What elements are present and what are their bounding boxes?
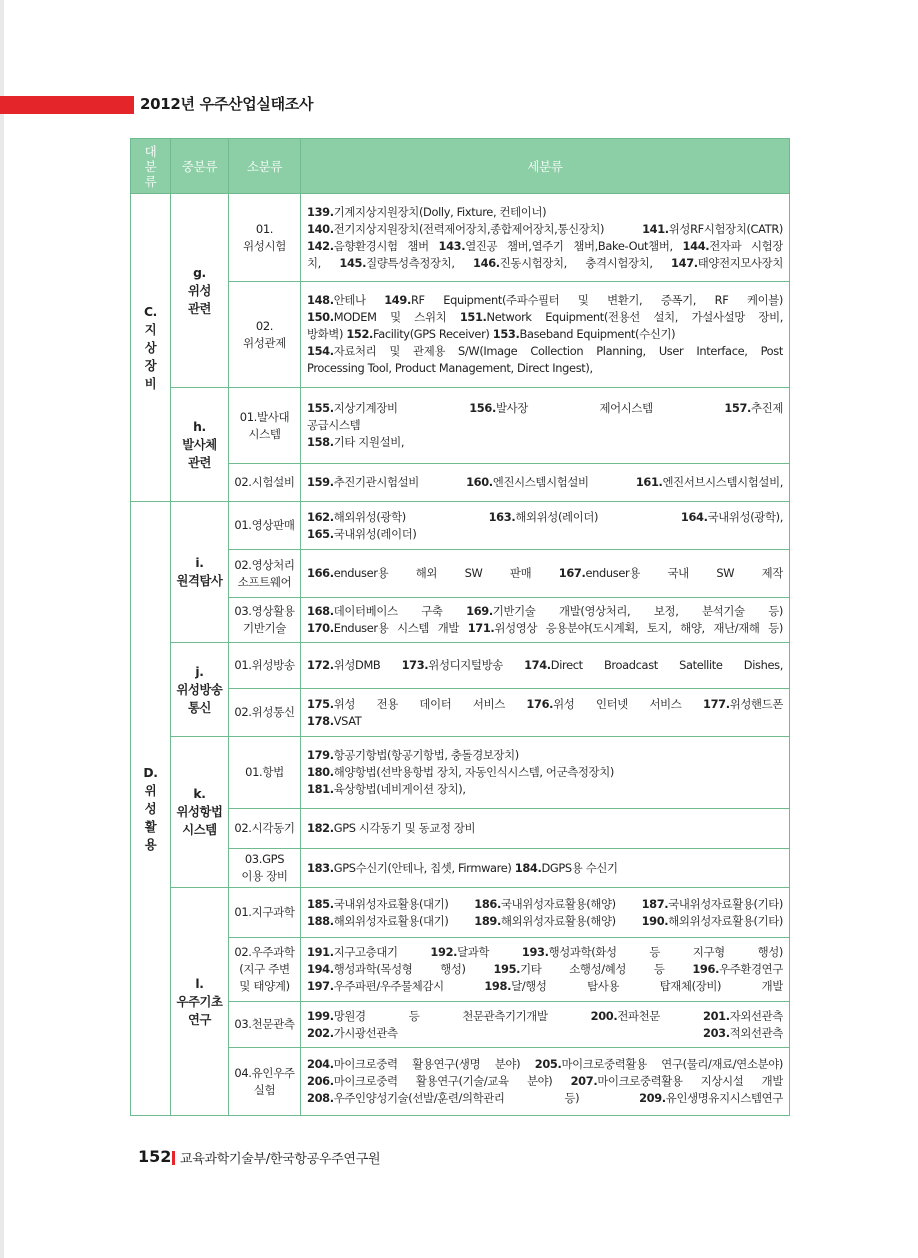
item-number: 203.	[703, 1025, 730, 1040]
item-text: enduser용 해외 SW 판매	[333, 566, 532, 580]
detail-line	[307, 221, 783, 238]
detail-line	[307, 1090, 783, 1107]
detail-line	[307, 896, 783, 913]
item-number: 172.	[307, 658, 334, 672]
table-row	[131, 849, 790, 888]
classification-table	[130, 138, 790, 1116]
middle-category-k: k. 위성항법 시스템	[171, 737, 229, 888]
item-text: DGPS용 수신기	[541, 860, 618, 875]
item-text: 마이크로중력활용 지상시설 개발	[597, 1074, 783, 1088]
item-number: 183.	[307, 860, 334, 875]
item-text: 적외선관측	[729, 1025, 783, 1040]
detail-line	[307, 747, 783, 764]
minor-category: 03.천문관측	[229, 1002, 301, 1048]
detail-line	[307, 565, 783, 582]
item-number: 156.	[469, 401, 496, 415]
detail-line	[307, 360, 783, 377]
page-header-title: 2012년 우주산업실태조사	[140, 95, 314, 113]
detail-line	[307, 343, 783, 360]
item-number: 204.	[307, 1057, 334, 1071]
page-number: 152	[138, 1147, 172, 1166]
table-row	[131, 1002, 790, 1048]
item-number: 181.	[307, 782, 334, 796]
detail-line	[307, 1008, 783, 1025]
item-text: 마이크로중력 활용연구(기술/교육 분야)	[333, 1074, 571, 1088]
table-row	[131, 598, 790, 643]
item-number: 151.	[459, 310, 487, 324]
item-text: 가시광선관측	[333, 1025, 398, 1040]
minor-category: 02.시험설비	[229, 464, 301, 502]
item-text: 자외선관측	[729, 1008, 783, 1023]
table-row	[131, 282, 790, 388]
item-text: 국내위성자료활용(해양)	[501, 896, 642, 911]
item-text: 해외위성자료활용(해양)	[501, 913, 642, 928]
detail-cell	[301, 194, 790, 282]
item-text: 달과학	[457, 945, 490, 959]
item-number: 152.	[346, 327, 374, 341]
item-number: 148.	[307, 293, 334, 307]
item-number: 161.	[635, 475, 663, 489]
item-text: MODEM 및 스위치	[333, 310, 460, 324]
detail-line	[307, 474, 783, 491]
item-text: enduser용 국내 SW 제작	[585, 566, 783, 580]
detail-cell	[301, 598, 790, 643]
detail-cell	[301, 282, 790, 388]
item-number: 209.	[639, 1091, 666, 1105]
item-number: 201.	[703, 1008, 730, 1023]
detail-line	[307, 696, 783, 713]
item-number: 153.	[492, 327, 520, 341]
item-text: 엔진서브시스템시험설비,	[662, 475, 783, 489]
item-text: 질량특성측정장치,	[366, 255, 474, 270]
item-number: 197.	[307, 979, 334, 993]
detail-line	[307, 1073, 783, 1090]
footer-publisher: 교육과학기술부/한국항공우주연구원	[180, 1152, 381, 1167]
detail-line	[307, 417, 783, 434]
table-row	[131, 388, 790, 464]
item-number: 208.	[307, 1091, 334, 1105]
item-number: 180.	[307, 765, 334, 779]
item-number: 187.	[641, 896, 669, 911]
item-text: 국내위성(레이더)	[333, 526, 417, 541]
item-text: 열진공 챔버,열주기 챔버,Bake-Out챔버,	[465, 238, 683, 253]
detail-cell	[301, 888, 790, 938]
item-number: 146.	[473, 255, 500, 270]
item-number: 143.	[438, 238, 466, 253]
item-text: 추진제	[751, 401, 783, 415]
header-minor: 소분류	[229, 139, 301, 194]
table-row	[131, 737, 790, 809]
detail-line	[307, 961, 783, 978]
item-text: 위성디지털방송	[428, 658, 503, 672]
item-number: 160.	[466, 475, 493, 489]
item-number: 199.	[307, 1008, 334, 1023]
item-text: 전기지상지원장치(전력제어장치,종합제어장치,통신장치)	[333, 221, 643, 236]
item-text: 해외위성자료활용(대기)	[333, 913, 475, 928]
item-text: 발사장 제어시스템	[495, 401, 653, 415]
item-text: 국내위성(광학),	[707, 509, 783, 524]
item-text: VSAT	[333, 713, 362, 728]
item-text: 추진기관시험설비	[333, 475, 467, 489]
item-text: 국내위성자료활용(대기)	[333, 896, 475, 911]
minor-category: 01.지구과학	[229, 888, 301, 938]
item-number: 157.	[724, 401, 752, 415]
minor-category: 03.영상활용 기반기술	[229, 598, 301, 643]
item-text: RF Equipment(주파수필터 및 변환기, 증폭기, RF 케이블)	[410, 293, 783, 307]
detail-cell	[301, 464, 790, 502]
item-number: 173.	[401, 658, 429, 672]
minor-category: 01.발사대 시스템	[229, 388, 301, 464]
item-text: 위성영상 응용분야(도시계획, 토지, 해양, 재난/재해 등)	[494, 621, 783, 635]
detail-line	[307, 603, 783, 620]
item-number: 184.	[514, 860, 542, 875]
item-number: 188.	[307, 913, 334, 928]
major-category-d: D. 위 성 활 용	[131, 502, 171, 1116]
item-text: 위성RF시험장치(CATR)	[668, 221, 783, 236]
detail-line	[307, 255, 783, 272]
detail-cell	[301, 643, 790, 689]
item-number: 168.	[307, 604, 334, 618]
item-number: 162.	[307, 509, 334, 524]
item-text: 유인생명유지시스템연구	[665, 1091, 783, 1105]
table-row	[131, 1048, 790, 1116]
item-number: 170.	[307, 621, 334, 635]
item-number: 178.	[307, 713, 334, 728]
detail-line	[307, 764, 783, 781]
item-number: 167.	[558, 566, 586, 580]
detail-line	[307, 204, 783, 221]
item-number: 206.	[307, 1074, 334, 1088]
item-text: 마이크로중력 활용연구(생명 분야)	[333, 1057, 535, 1071]
item-text: 마이크로중력활용 연구(물리/재료/연소분야)	[561, 1057, 783, 1071]
header-major: 대 분 류	[131, 139, 171, 194]
item-number: 141.	[642, 221, 669, 236]
item-text: 위성DMB	[333, 658, 381, 672]
major-category-c: C. 지 상 장 비	[131, 194, 171, 502]
item-number: 165.	[307, 526, 334, 541]
item-text: 기반기술 개발(영상처리, 보정, 분석기술 등)	[492, 604, 783, 618]
footer-separator	[172, 1151, 175, 1165]
page-edge-rule	[0, 0, 4, 1258]
item-number: 175.	[307, 696, 334, 711]
detail-line	[307, 978, 783, 995]
item-number: 140.	[307, 221, 334, 236]
table-row	[131, 194, 790, 282]
item-text: Network Equipment(전용선 설치, 가설사설망 장비,	[486, 310, 783, 324]
item-number: 150.	[307, 310, 334, 324]
item-text: 치,	[307, 255, 340, 270]
item-number: 195.	[493, 962, 521, 976]
item-text: 위성핸드폰	[729, 696, 783, 711]
item-number: 200.	[590, 1008, 618, 1023]
item-number: 196.	[692, 962, 720, 976]
item-text: 위성 인터넷 서비스	[553, 696, 703, 711]
item-text: 데이터베이스 구축	[333, 604, 443, 618]
header-middle: 중분류	[171, 139, 229, 194]
detail-line	[307, 913, 783, 930]
item-text: Enduser용 시스템 개발	[333, 621, 468, 635]
item-text: 해양항법(선박용항법 장치, 자동인식시스템, 어군측정장치)	[333, 765, 614, 779]
middle-category-i: i. 원격탐사	[171, 502, 229, 643]
detail-cell	[301, 388, 790, 464]
item-text: Direct Broadcast Satellite Dishes,	[550, 658, 783, 672]
detail-cell	[301, 1048, 790, 1116]
item-text: 전자파 시험장	[709, 238, 783, 253]
item-text: 안테나	[333, 293, 385, 307]
item-number: 194.	[307, 962, 334, 976]
item-number: 198.	[484, 979, 512, 993]
detail-line	[307, 292, 783, 309]
item-text: 망원경 등 천문관측기기개발	[333, 1008, 591, 1023]
item-text: GPS 시각동기 및 동교정 장비	[333, 821, 476, 835]
minor-category: 02.영상처리 소프트웨어	[229, 550, 301, 598]
middle-category-l: l. 우주기초 연구	[171, 888, 229, 1116]
minor-category: 02. 위성관제	[229, 282, 301, 388]
header-accent-bar	[0, 96, 134, 114]
item-number: 159.	[307, 475, 334, 489]
detail-line	[307, 526, 783, 543]
item-number: 147.	[671, 255, 698, 270]
header-detail: 세분류	[301, 139, 790, 194]
item-number: 177.	[703, 696, 730, 711]
item-text: 전파천문	[617, 1008, 660, 1023]
item-text: 공급시스템	[307, 418, 361, 432]
detail-cell	[301, 1002, 790, 1048]
item-number: 158.	[307, 435, 334, 449]
item-text: 항공기항법(항공기항법, 충돌경보장치)	[333, 748, 519, 762]
table-row	[131, 809, 790, 849]
detail-line	[307, 238, 783, 255]
item-number: 192.	[430, 945, 458, 959]
item-number: 193.	[521, 945, 549, 959]
item-number: 171.	[467, 621, 495, 635]
item-text: 자료처리 및 관제용 S/W(Image Collection Planning, User Interface, Post	[333, 344, 783, 358]
detail-cell	[301, 550, 790, 598]
detail-line	[307, 944, 783, 961]
item-number: 207.	[570, 1074, 598, 1088]
detail-cell	[301, 849, 790, 888]
item-text: 국내위성자료활용(기타)	[668, 896, 783, 911]
item-number: 179.	[307, 748, 334, 762]
detail-cell	[301, 938, 790, 1002]
table-row	[131, 938, 790, 1002]
item-number: 166.	[307, 566, 334, 580]
detail-line	[307, 657, 783, 674]
item-text: 해외위성(레이더)	[515, 509, 681, 524]
detail-line	[307, 400, 783, 417]
item-number: 144.	[682, 238, 710, 253]
detail-line	[307, 326, 783, 343]
item-text: 태양전지모사장치	[697, 255, 783, 270]
minor-category: 01. 위성시험	[229, 194, 301, 282]
item-number: 205.	[534, 1057, 562, 1071]
detail-line	[307, 1025, 783, 1042]
table-row	[131, 502, 790, 550]
detail-cell	[301, 689, 790, 737]
minor-category: 01.위성방송	[229, 643, 301, 689]
item-number: 142.	[307, 238, 334, 253]
item-text: 행성과학(화성 등 지구형 행성)	[548, 945, 783, 959]
detail-line	[307, 509, 783, 526]
middle-category-h: h. 발사체 관련	[171, 388, 229, 502]
item-text: 달/행성 탐사용 탑재체(장비) 개발	[511, 979, 783, 993]
item-number: 145.	[339, 255, 367, 270]
item-text: 엔진시스템시험설비	[492, 475, 589, 489]
detail-line	[307, 820, 783, 837]
item-text: 기타 지원설비,	[333, 435, 405, 449]
item-text: Processing Tool, Product Management, Direct Ingest),	[307, 361, 593, 375]
detail-line	[307, 713, 783, 730]
detail-cell	[301, 809, 790, 849]
item-text: 해외위성(광학)	[333, 509, 406, 524]
table-row	[131, 643, 790, 689]
item-number: 164.	[680, 509, 708, 524]
item-text: 지상기계장비	[333, 401, 398, 415]
table-row	[131, 689, 790, 737]
minor-category: 02.우주과학 (지구 주변 및 태양계)	[229, 938, 301, 1002]
table-header-row	[131, 139, 790, 194]
item-text: 우주환경연구	[719, 962, 783, 976]
item-text: Baseband Equipment(수신기)	[519, 327, 676, 341]
item-number: 185.	[307, 896, 334, 911]
detail-cell	[301, 502, 790, 550]
minor-category: 01.항법	[229, 737, 301, 809]
item-text: 우주파편/우주물체감시	[333, 979, 444, 993]
item-number: 182.	[307, 821, 334, 835]
detail-line	[307, 1056, 783, 1073]
minor-category: 03.GPS 이용 장비	[229, 849, 301, 888]
item-text: 방화벽)	[307, 327, 347, 341]
item-text: 기타 소행성/혜성 등	[520, 962, 665, 976]
item-text: Facility(GPS Receiver)	[373, 327, 493, 341]
item-number: 191.	[307, 945, 334, 959]
item-number: 139.	[307, 204, 334, 219]
item-number: 186.	[474, 896, 501, 911]
item-number: 189.	[474, 913, 501, 928]
item-text: GPS수신기(안테나, 칩셋, Firmware)	[333, 860, 512, 875]
detail-line	[307, 781, 783, 798]
item-number: 155.	[307, 401, 334, 415]
minor-category: 02.시각동기	[229, 809, 301, 849]
item-text: 음향환경시험 챔버	[333, 238, 439, 253]
table-row	[131, 464, 790, 502]
item-number: 174.	[524, 658, 551, 672]
item-text: 기계지상지원장치(Dolly, Fixture, 컨테이너)	[333, 204, 547, 219]
item-text: 위성 전용 데이터 서비스	[333, 696, 527, 711]
middle-category-g: g. 위성 관련	[171, 194, 229, 388]
detail-line	[307, 434, 783, 451]
item-number: 169.	[466, 604, 493, 618]
detail-line	[307, 620, 783, 637]
item-number: 176.	[526, 696, 554, 711]
item-text: 진동시험장치, 충격시험장치,	[499, 255, 672, 270]
table-row	[131, 888, 790, 938]
minor-category: 02.위성통신	[229, 689, 301, 737]
item-text: 지구고층대기	[333, 945, 398, 959]
item-number: 190.	[641, 913, 669, 928]
detail-cell	[301, 737, 790, 809]
item-number: 163.	[488, 509, 516, 524]
item-text: 우주인양성기술(선발/훈련/의학관리 등)	[333, 1091, 640, 1105]
detail-line	[307, 860, 783, 877]
item-number: 202.	[307, 1025, 334, 1040]
item-text: 행성과학(목성형 행성)	[333, 962, 494, 976]
minor-category: 01.영상판매	[229, 502, 301, 550]
item-number: 149.	[384, 293, 411, 307]
item-text: 육상항법(네비게이션 장치),	[333, 782, 466, 796]
middle-category-j: j. 위성방송 통신	[171, 643, 229, 737]
table-row	[131, 550, 790, 598]
detail-line	[307, 309, 783, 326]
minor-category: 04.유인우주 실험	[229, 1048, 301, 1116]
item-number: 154.	[307, 344, 334, 358]
item-text: 해외위성자료활용(기타)	[668, 913, 783, 928]
